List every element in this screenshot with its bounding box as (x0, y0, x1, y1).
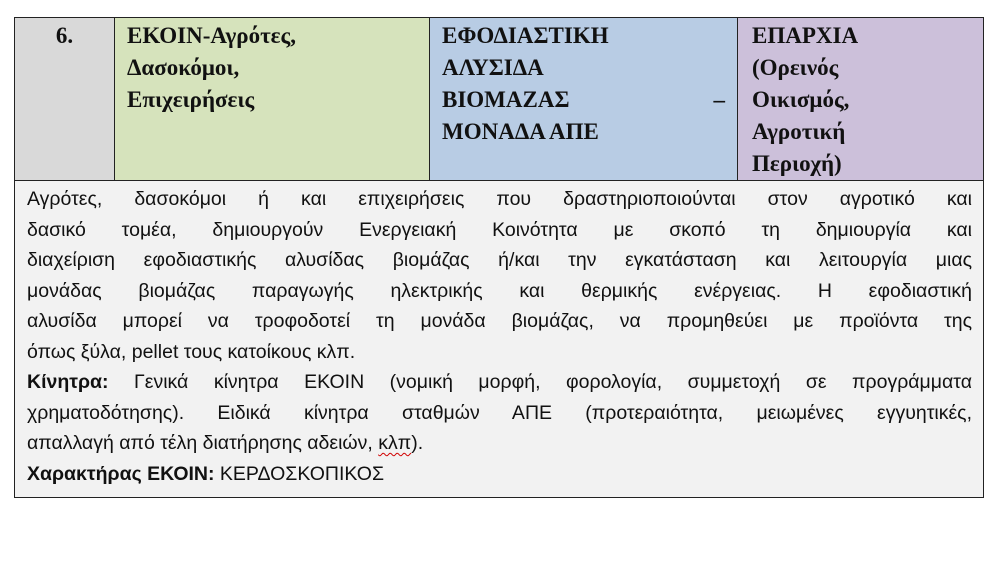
area-cell (738, 18, 983, 180)
description-line: διαχείριση εφοδιαστικής αλυσίδας βιομάζας ή/και την εγκατάσταση και λειτουργία μιας (27, 249, 972, 271)
activity-line-dash (442, 84, 725, 116)
spellcheck-word: κλπ (378, 432, 412, 454)
activity-line: ΑΛΥΣΙΔΑ (442, 55, 544, 80)
character-line (27, 459, 972, 490)
row-number-cell (15, 18, 115, 180)
actors-line: Επιχειρήσεις (127, 87, 255, 112)
description-paragraph (27, 184, 972, 367)
incentives-end: ). (411, 432, 424, 454)
incentives-text: Γενικά κίνητρα ΕΚΟΙΝ (νομική μορφή, φορολογία, συμμετοχή σε προγράμματα (134, 371, 972, 393)
area-line: Αγροτική (752, 119, 846, 144)
activity-line: ΒΙΟΜΑΖΑΣ (442, 87, 570, 112)
incentives-text: απαλλαγή από τέλη διατήρησης αδειών, (27, 432, 373, 454)
area-line: Περιοχή) (752, 151, 842, 176)
description-line: όπως ξύλα, pellet τους κατοίκους κλπ. (27, 340, 356, 363)
activity-dash: – (713, 87, 725, 112)
activity-line: ΕΦΟΔΙΑΣΤΙΚΗ (442, 23, 609, 48)
actors-line: ΕΚΟΙΝ-Αγρότες, (127, 23, 296, 48)
description-line: δασικό τομέα, δημιουργούν Ενεργειακή Κοινότητα με σκοπό τη δημιουργία και (27, 218, 972, 241)
area-line: (Ορεινός (752, 55, 839, 80)
actors-cell (115, 18, 430, 180)
energy-community-table (14, 17, 984, 498)
character-label: Χαρακτήρας ΕΚΟΙΝ: (27, 462, 215, 485)
activity-cell (430, 18, 738, 180)
area-line: ΕΠΑΡΧΙΑ (752, 23, 859, 48)
actors-line: Δασοκόμοι, (127, 55, 240, 80)
character-paragraph (27, 459, 972, 490)
incentives-label: Κίνητρα: (27, 371, 109, 393)
table-header-row (15, 18, 983, 181)
description-line: Αγρότες, δασοκόμοι ή και επιχειρήσεις που δραστηριοποιούνται στον αγροτικό και (27, 188, 972, 210)
activity-line: ΜΟΝΑΔΑ ΑΠΕ (442, 119, 599, 144)
description-cell (15, 181, 983, 497)
description-line: μονάδας βιομάζας παραγωγής ηλεκτρικής και θερμικής ενέργειας. Η εφοδιαστική (27, 279, 972, 302)
row-number: 6. (55, 23, 74, 48)
character-value: ΚΕΡΔΟΣΚΟΠΙΚΟΣ (219, 462, 385, 485)
incentives-line (27, 367, 972, 398)
incentives-line: χρηματοδότησης). Ειδικά κίνητρα σταθμών ΑΠΕ (προτεραιότητα, μειωμένες εγγυητικές, (27, 401, 972, 424)
description-line: αλυσίδα μπορεί να τροφοδοτεί τη μονάδα βιομάζας, να προμηθεύει με προϊόντα της (27, 310, 972, 332)
area-line: Οικισμός, (752, 87, 850, 112)
incentives-paragraph (27, 367, 972, 459)
incentives-line (27, 428, 972, 459)
